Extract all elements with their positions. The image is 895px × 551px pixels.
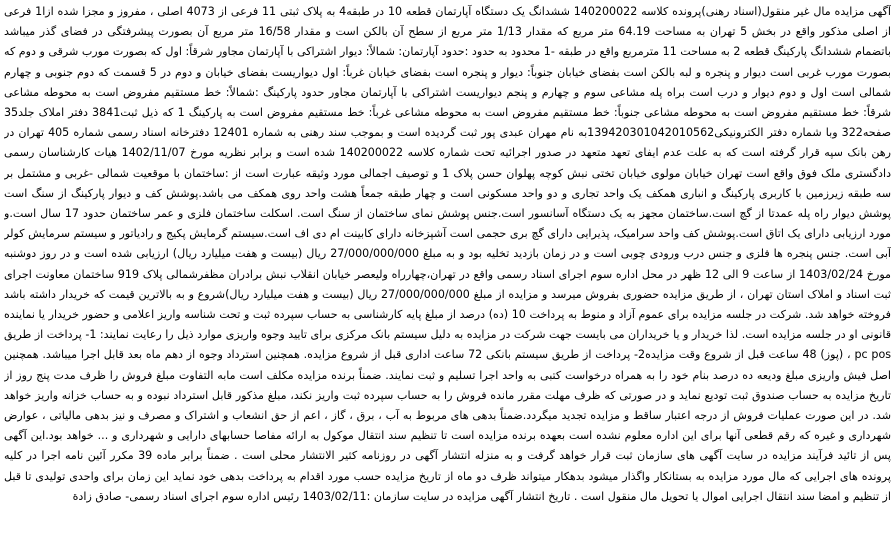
- auction-notice-text: آگهی مزایده مال غیر منقول(اسناد رهنی)پرونده کلاسه 140200022 ششدانگ یک دستگاه آپارتمان قطعه 10 در طبقه4 به پلاک ثبتی 11 فرعی از 4073 اصلی ، مفروز و مجزا شده ازا1 فرعی از اصلی مذکور واقع در بخش 5 تهران به مساحت 64.19 متر مربع که مقدار 1/13 متر مربع از سطح آن بالکن است و مقدار 16/58 متر مربع آن بصورت پیشرفتگی در فضای گذر میباشد باتضمام ششدانگ پارکینگ قطعه 2 به مساحت 11 مترمربع واقع در طبقه -1 محدود به حدود :حدود آپارتمان: شمالاً: دیوار اشتراکی با آپارتمان مجاور شرقاً: اول که بصورت مورب شرقی و دوم که بصورت مورب غربی است دیوار و پنجره و لبه بالکن است بفضای خیابان جنوباً: دیوار و پنجره است بفضای خیابان غرباً: اول دیواریست بفضای خیابان و دوم در 5 قسمت که دوم جنوبی و چهارم شمالی است اول و دوم دیوار و درب است براه پله مشاعی سوم و چهارم و پنجم دیواریست اشتراکی با آپارتمان مجاور حدود پارکینگ :شمالاً: خط مستقیم مفروض است به محوطه مشاعی شرقاً: خط مستقیم مفروض است به محوطه مشاعی جنوباً: خط مستقیم مفروض است به محوطه مشاعی غرباً: خط مستقیم مفروض است به پارکینگ 1 که ذیل ثبت3841 دفتر املاک جلد35 صفحه322 وبا شماره دفتر الکترونیکی139420301042010562به نام مهران عبدی پور ثبت گردیده است و بموجب سند رهنی به شماره 12401 دفترخانه اسناد رسمی شماره 405 تهران در رهن بانک سپه قرار گرفته است که به علت عدم ایفای تعهد متعهد در صدور اجرائیه تحت شماره کلاسه 140200022 شده است و برابر نظریه مورخ 1402/11/07 هیات کارشناسان رسمی دادگستری ملک فوق واقع است تهران خیابان مولوی خیابان تختی نبش کوچه پهلوان حسن پلاک 1 و توصیف اجمالی مورد وثیقه عبارت است از :ساختمان با موقعیت شمالی -غربی و مشتمل بر سه طبقه زیرزمین با کاربری پارکینگ و انباری همکف یک واحد تجاری و دو واحد مسکونی است و چهار طبقه جمعاً هشت واحد روی همکف می باشد.پوشش کف و دیوار پارکینگ از سنگ است پوشش دیوار راه پله عمدتا از گچ است.ساختمان مجهز به یک دستگاه آسانسور است.جنس پوشش نمای ساختمان از سنگ است. اسکلت ساختمان فلزی و عمر ساختمان حدود 17 سال است.و مورد ارزیابی دارای یک اتاق است.پوشش کف واحد سرامیک، پذیرایی دارای گچ بری حجمی است آشپزخانه دارای کابینت ام دی اف است.سیستم گرمایش پکیج و رادیاتور و سیستم سرمایش کولر آبی است. جنس پنجره ها فلزی و جنس درب ورودی چوبی است و در زمان بازدید تخلیه بود و به مبلغ 27/000/000/000 ریال (بیست و هفت میلیارد ریال) ارزیابی شده است و در روز دوشنبه مورخ 1403/02/24 از ساعت 9 الی 12 ظهر در محل اداره سوم اجرای اسناد رسمی واقع در تهران،چهارراه ولیعصر خیابان انقلاب نبش برادران مظفرشمالی پلاک 919 ساختمان معاونت اجرای ثبت اسناد و املاک استان تهران ، از طریق مزایده حضوری بفروش میرسد و مزایده از مبلغ 27/000/000/000 ریال (بیست و هفت میلیارد ریال)شروع و به بالاترین قیمت که خریدار داشته باشد فروخته خواهد شد. شرکت در جلسه مزایده برای عموم آزاد و منوط به پرداخت 10 (ده) درصد از مبلغ پایه کارشناسی به حساب سپرده ثبت و تحت شناسه واریز اعلامی و حضور خریدار یا نماینده قانونی او در جلسه مزایده است. لذا خریدار و یا خریداران می بایست جهت شرکت در مزایده به دلیل سیستم بانک مرکزی برای تایید وجوه واریزی موارد ذیل را رعایت نمایند: 1- پرداخت از طریق pc pos ، (پوز) 48 ساعت قبل از شروع وقت مزایده2- پرداخت از طریق سیستم بانکی 72 ساعت اداری قبل از شروع مزایده. همچنین استرداد وجوه از دهم ماه بعد قابل اجرا میباشد. همچنین اصل فیش واریزی مبلغ ودیعه ده درصد بنام خود را به همراه درخواست کتبی به واحد اجرا تسلیم و ثبت نمایند. ضمناً برنده مزایده مکلف است مابه التفاوت مبلغ فروش را ظرف مدت پنج روز از تاریخ مزایده به حساب صندوق ثبت تودیع نماید و در صورتی که ظرف مهلت مقرر مانده فروش را به حساب سپرده ثبت واریز نکند، مبلغ مذکور قابل استرداد نبوده و به حساب خزانه واریز خواهد شد. در این صورت عملیات فروش از درجه اعتبار ساقط و مزایده تجدید میگردد.ضمناً بدهی های مربوط به آب ، برق ، گاز ، اعم از حق انشعاب و اشتراک و مصرف و نیز بدهی مالیاتی ، عوارض شهرداری و غیره که رقم قطعی آنها برای این اداره معلوم نشده است بعهده برنده مزایده است تا تنظیم سند انتقال موکول به ارائه مفاصا حسابهای دارایی و شهرداری و ... خواهد بود.این آگهی پس از تائید فرآیند مزایده در سایت آگهی های سازمان ثبت قرار خواهد گرفت و به منزله انتشار آگهی در روزنامه کثیر الانتشار محلی است . ضمناً برابر ماده 39 مکرر آئین نامه اجرا در کلیه پرونده های اجرایی که مال مورد مزایده به بستانکار واگذار میشود بدهکار میتواند ظرف دو ماه از تاریخ مزایده حسب مورد اقدام به پرداخت بدهی خود نماید این زمان برای واحدی تولیدی تا قبل از تنظیم و امضا سند انتقال اجرایی اموال یا تحویل مال منقول است . تاریخ انتشار آگهی مزایده در سایت سازمان :1403/02/11 رئیس اداره سوم اجرای اسناد رسمی- صادق زادة: [4, 5, 891, 503]
